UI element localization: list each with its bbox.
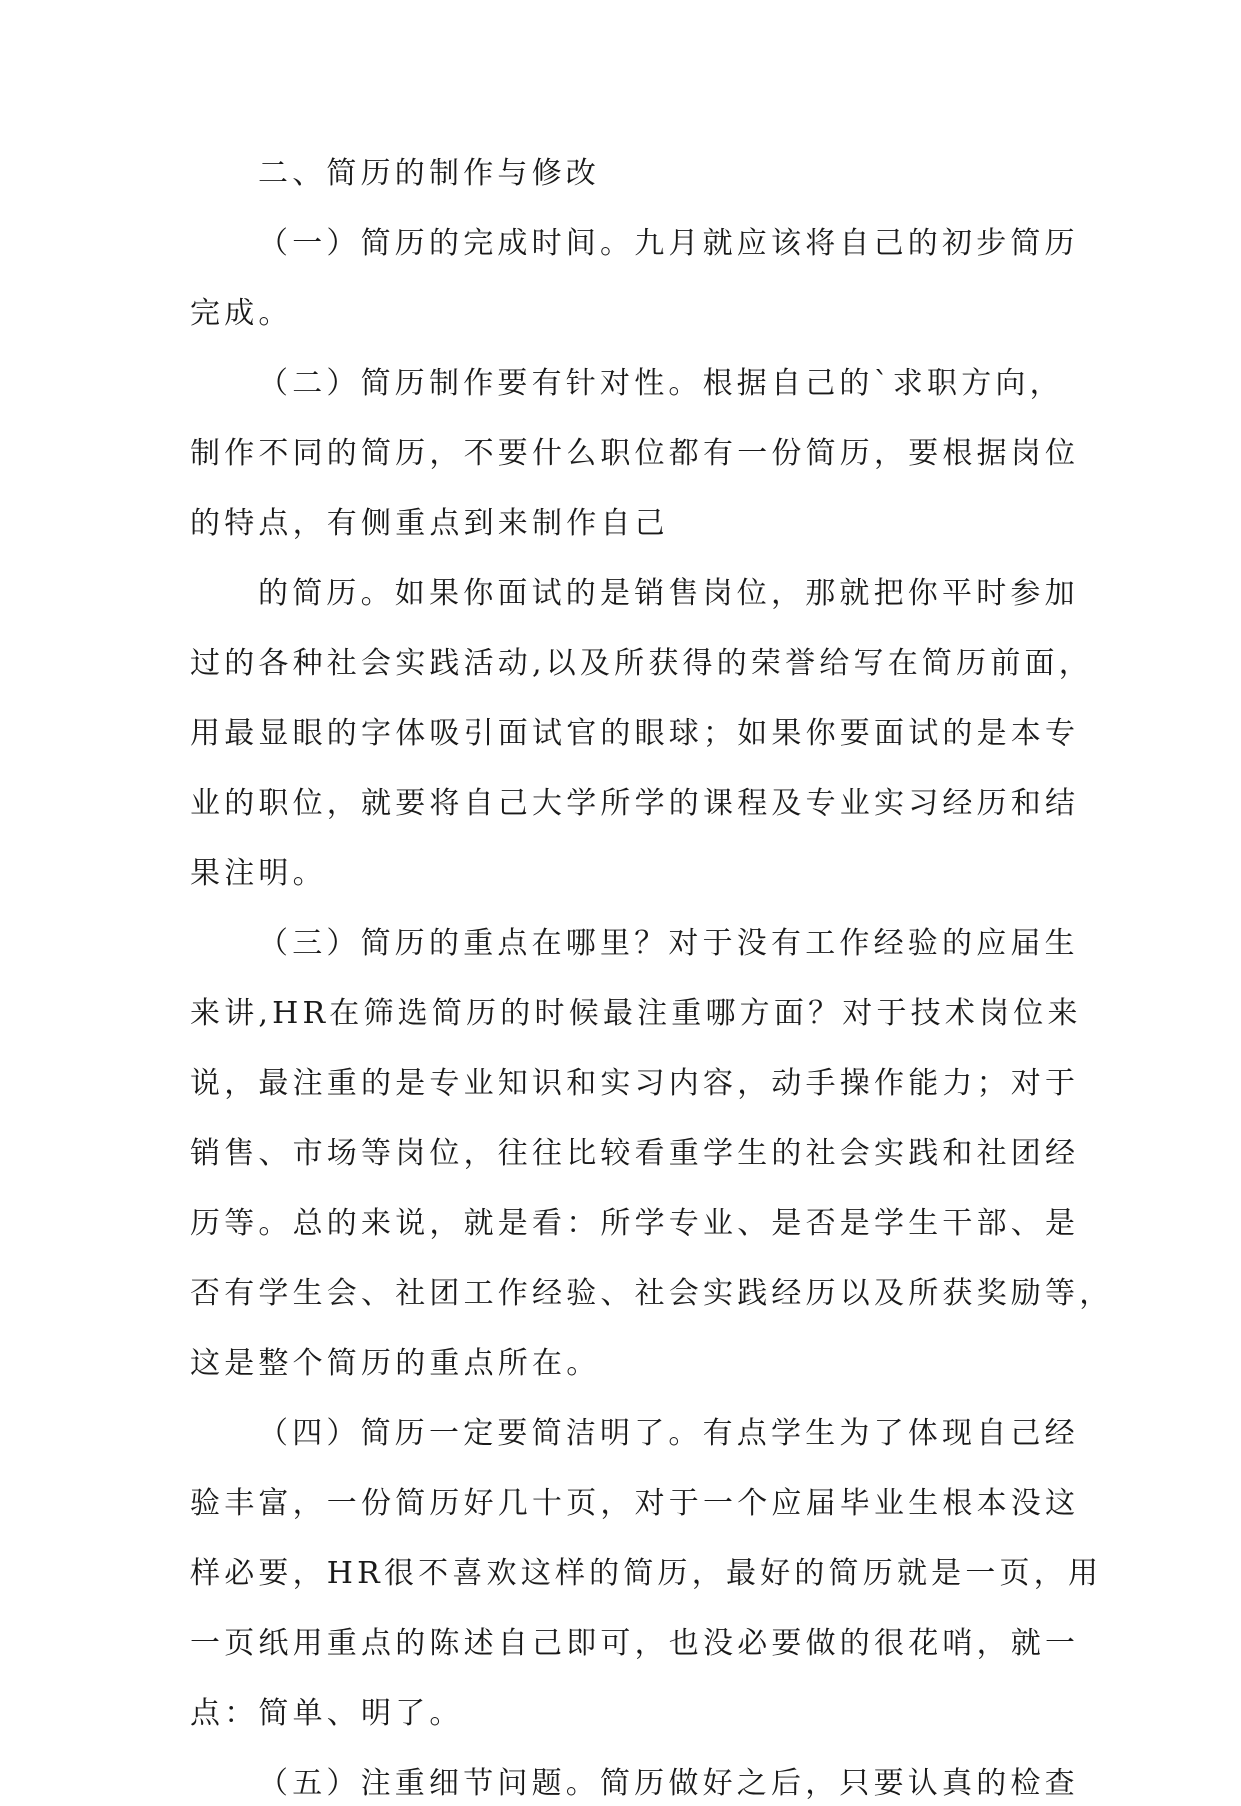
paragraph-5-line-5: 点：简单、明了。 (190, 1696, 464, 1731)
paragraph-4-line-1: （三）简历的重点在哪里？对于没有工作经验的应届生 (258, 926, 1079, 961)
paragraph-4-line-7: 这是整个简历的重点所在。 (190, 1346, 601, 1381)
paragraph-5-line-4: 一页纸用重点的陈述自己即可，也没必要做的很花哨，就一 (190, 1626, 1080, 1661)
paragraph-5-line-2: 验丰富，一份简历好几十页，对于一个应届毕业生根本没这 (190, 1486, 1080, 1521)
paragraph-4-line-5: 历等。总的来说，就是看：所学专业、是否是学生干部、是 (190, 1206, 1080, 1241)
paragraph-2-line-2: 制作不同的简历，不要什么职位都有一份简历，要根据岗位 (190, 436, 1080, 471)
paragraph-4-line-6: 否有学生会、社团工作经验、社会实践经历以及所获奖励等， (190, 1276, 1114, 1311)
paragraph-5-line-3: 样必要，HR很不喜欢这样的简历，最好的简历就是一页，用 (190, 1556, 1103, 1591)
paragraph-2-line-1: （二）简历制作要有针对性。根据自己的`求职方向， (258, 366, 1064, 401)
paragraph-3-line-2: 过的各种社会实践活动,以及所获得的荣誉给写在简历前面， (190, 646, 1093, 681)
paragraph-1-line-2: 完成。 (190, 296, 293, 331)
paragraph-1-line-1: （一）简历的完成时间。九月就应该将自己的初步简历 (258, 226, 1079, 261)
paragraph-3-line-3: 用最显眼的字体吸引面试官的眼球；如果你要面试的是本专 (190, 716, 1080, 751)
paragraph-4-line-2: 来讲,HR在筛选简历的时候最注重哪方面？对于技术岗位来 (190, 996, 1082, 1031)
paragraph-2-line-3: 的特点，有侧重点到来制作自己 (190, 506, 669, 541)
document-body (190, 152, 1114, 1806)
paragraph-4-line-3: 说，最注重的是专业知识和实习内容，动手操作能力；对于 (190, 1066, 1080, 1101)
paragraph-4-line-4: 销售、市场等岗位，往往比较看重学生的社会实践和社团经 (190, 1136, 1080, 1171)
paragraph-6-line-1: （五）注重细节问题。简历做好之后，只要认真的检查 (258, 1766, 1079, 1801)
paragraph-3-line-1: 的简历。如果你面试的是销售岗位，那就把你平时参加 (258, 576, 1079, 611)
section-heading: 二、简历的制作与修改 (258, 156, 600, 191)
paragraph-5-line-1: （四）简历一定要简洁明了。有点学生为了体现自己经 (258, 1416, 1079, 1451)
paragraph-3-line-4: 业的职位，就要将自己大学所学的课程及专业实习经历和结 (190, 786, 1080, 821)
paragraph-3-line-5: 果注明。 (190, 856, 327, 891)
